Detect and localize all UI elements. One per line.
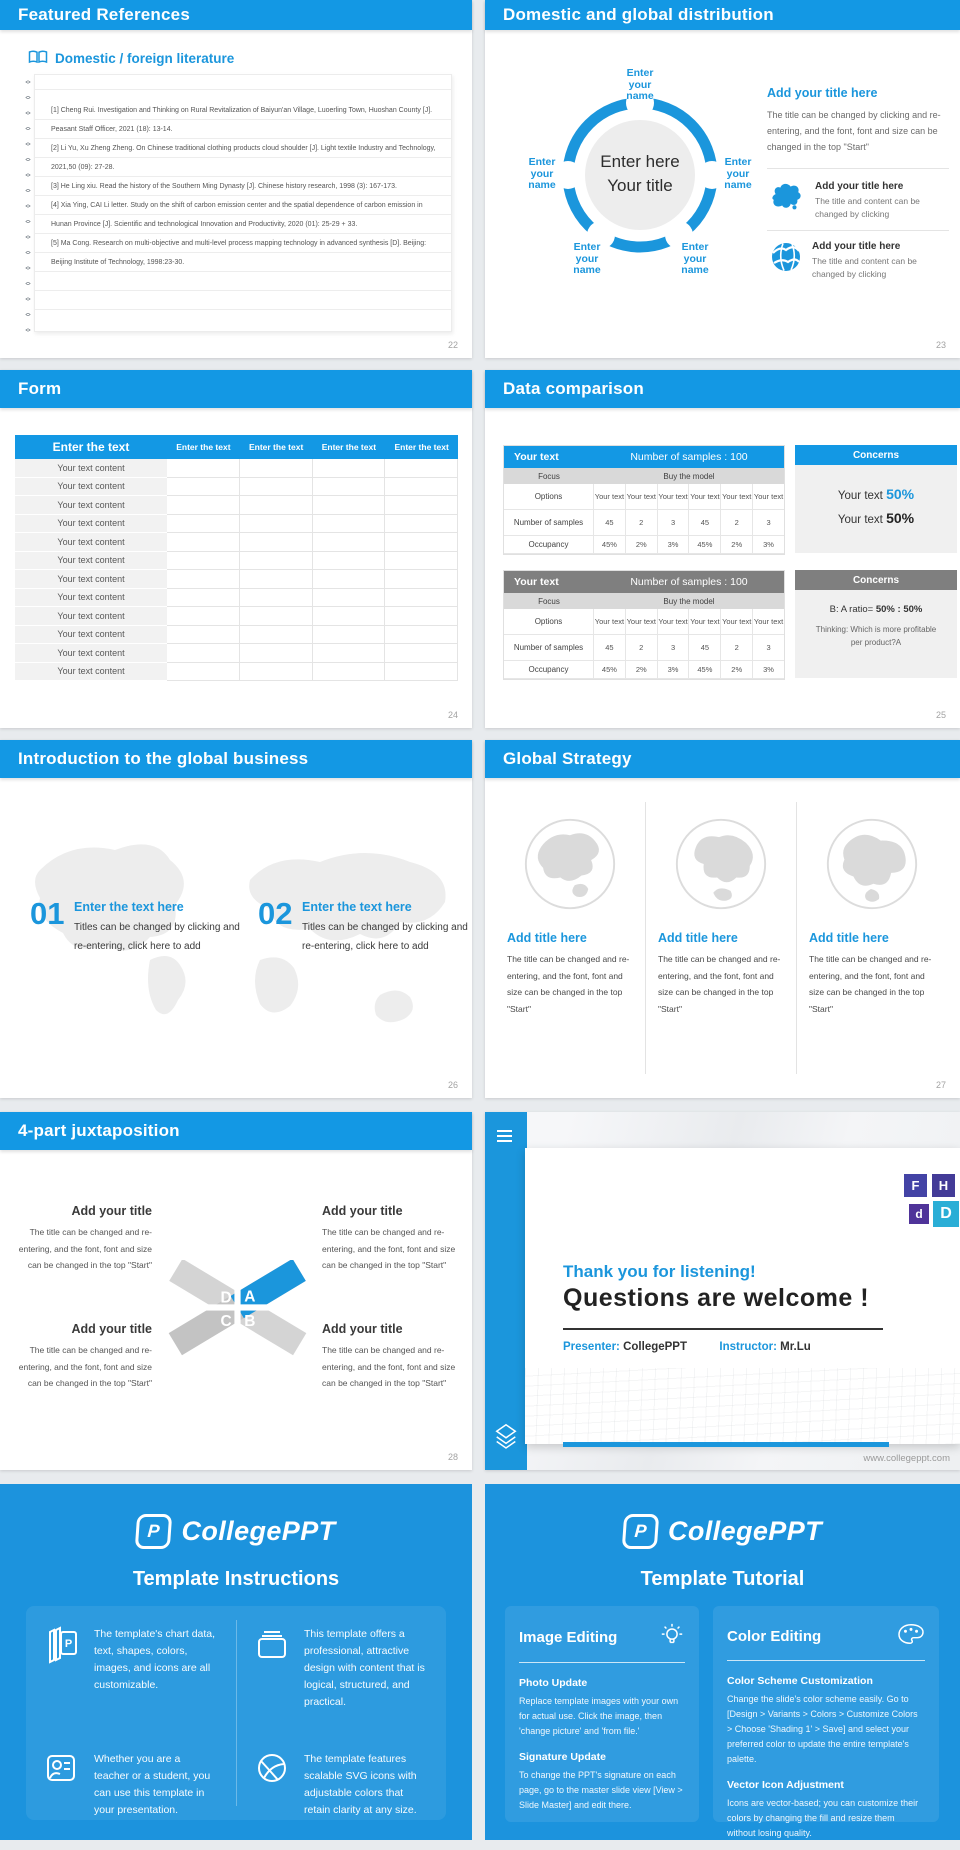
- column-header: Enter the text: [248, 442, 304, 452]
- concerns-title: Concerns: [795, 570, 957, 590]
- quadrant-heading: Add your title: [322, 1204, 403, 1218]
- quadrant-bottom-left: [18, 1322, 152, 1392]
- strategy-column: [645, 802, 796, 1074]
- instructor-label: Instructor:: [719, 1341, 777, 1353]
- diagram-center-label: Enter here Your title: [600, 152, 680, 195]
- quadrant-body: The title can be changed and re-entering, and the font, font and size can be changed in the top "Start": [18, 1345, 152, 1388]
- instruction-item: [236, 1731, 446, 1839]
- tutorial-section-title: Color Scheme Customization: [727, 1675, 873, 1687]
- presenter-label: Presenter:: [563, 1341, 620, 1353]
- credits-line: [563, 1341, 811, 1353]
- template-instructions-panel: [0, 1484, 472, 1840]
- ribbon-letter-b: B: [244, 1313, 256, 1331]
- brand-name: CollegePPT: [667, 1516, 823, 1546]
- numbered-item: [30, 898, 64, 929]
- bulb-icon: [659, 1622, 685, 1652]
- item-number: 02: [258, 896, 293, 931]
- slide-title: Introduction to the global business: [18, 749, 309, 768]
- panel-subtitle: Template Instructions: [132, 1568, 340, 1590]
- item-number: 01: [30, 896, 65, 931]
- instructions-card: [26, 1606, 446, 1820]
- diagram-node-label: Enter your name: [681, 241, 709, 276]
- brand-name: CollegePPT: [181, 1516, 336, 1546]
- china-map-icon: [767, 181, 805, 218]
- divider: [767, 230, 949, 231]
- slide-28-preview: [0, 1112, 472, 1470]
- side-item-body: The title and content can be changed by clicking: [815, 196, 920, 219]
- table-title: Your text: [514, 576, 559, 588]
- logo-tile-f: F: [904, 1174, 927, 1197]
- diagram-node-label: Enter your name: [724, 156, 752, 191]
- column-header: Enter the text: [394, 442, 449, 452]
- references-paper: [34, 74, 452, 332]
- strategy-columns: [495, 802, 947, 1074]
- layers-icon: [493, 1420, 519, 1450]
- strategy-column: [796, 802, 947, 1074]
- table-subtitle: Number of samples : 100: [630, 576, 748, 588]
- item-body: Titles can be changed by clicking and re-entering, click here to add: [302, 922, 468, 952]
- tutorial-card-image-editing: [505, 1606, 699, 1822]
- column-body: The title can be changed and re-entering, and the font, font and size can be changed in the top "Start": [507, 954, 630, 1014]
- logo-tile-d-large: D: [933, 1201, 959, 1227]
- strategy-column: [495, 802, 645, 1074]
- page-number: 27: [935, 1080, 946, 1090]
- brand-p-icon: P: [622, 1514, 659, 1549]
- table-row: Your text content: [15, 607, 458, 626]
- divider: [767, 168, 949, 169]
- menu-icon: [497, 1130, 512, 1142]
- page-number: 26: [447, 1080, 458, 1090]
- slide-title-bar: [0, 740, 472, 778]
- book-icon: [28, 50, 48, 67]
- side-body: The title can be changed by clicking and re-entering, and the font, font and size can be changed in the top "Start": [767, 110, 941, 152]
- slide-title-bar: [0, 1112, 472, 1150]
- slide-title: Featured References: [18, 5, 190, 24]
- diagram-node-label: Enter your name: [528, 156, 556, 191]
- tutorial-section-body: To change the PPT's signature on each page, go to the master slide view [View > Slide Master] and edit there.: [519, 1770, 683, 1810]
- item-heading: Enter the text here: [302, 900, 412, 914]
- panel-subtitle: Template Tutorial: [640, 1568, 805, 1590]
- reference-item: [3] He Ling xiu. Read the history of the Southern Ming Dynasty [J]. Chinese history research, 1998 (3): 167-173.: [51, 183, 397, 190]
- quadrant-body: The title can be changed and re-entering, and the font, font and size can be changed in the top "Start": [322, 1345, 456, 1388]
- slide-title-bar: [485, 740, 960, 778]
- globe-graphic: [809, 802, 935, 917]
- diagram-node-label: Enter your name: [626, 67, 654, 102]
- logo-tile-h: H: [932, 1174, 955, 1197]
- slide-26-preview: [0, 740, 472, 1098]
- slide-22-preview: [0, 0, 472, 358]
- svg-text:P: P: [64, 1638, 73, 1650]
- slide-thankyou-preview: [485, 1112, 960, 1470]
- slide-27-preview: [485, 740, 960, 1098]
- column-body: The title can be changed and re-entering, and the font, font and size can be changed in the top "Start": [658, 954, 781, 1014]
- card-rule: [727, 1660, 925, 1661]
- card-heading: Image Editing: [519, 1628, 618, 1646]
- instruction-text: Whether you are a teacher or a student, you can use this template in your presentation.: [94, 1753, 211, 1816]
- concerns-body: B: A ratio= 50% : 50% Thinking: Which is more profitable per product?A: [815, 604, 937, 647]
- circle-diagram: [510, 10, 770, 310]
- x-ribbon-graphic: [160, 1260, 315, 1357]
- quadrant-heading: Add your title: [71, 1204, 152, 1218]
- column-header: Enter the text: [176, 442, 231, 452]
- instruction-text: The template features scalable SVG icons with adjustable colors that retain clarity at any size.: [304, 1753, 417, 1816]
- data-table: Your text Number of samples : 100 Focus Buy the model Options Your text Your text Your text Your text Your text Your text Number of samples 45 2 3 45 2 3 Occupancy 45% 2% 3% 45% 2% 3%: [503, 570, 785, 680]
- section-heading-label: Domestic / foreign literature: [55, 51, 235, 66]
- page-number: 23: [935, 340, 946, 350]
- instruction-item: [26, 1606, 236, 1731]
- reference-item: [1] Cheng Rui. Investigation and Thinking on Rural Revitalization of Baiyun'an Village, Luoerling Town, Huoshan County [J]. Peasant Staff Officer, 2021 (18): 13-14.: [51, 107, 433, 133]
- instruction-text: The template's chart data, text, shapes, colors, images, and icons are all customizable.: [94, 1628, 216, 1691]
- numbered-item-text: [74, 900, 246, 956]
- side-item-title: Add your title here: [812, 241, 901, 252]
- page-number: 25: [935, 710, 946, 720]
- table-row: Your text content: [15, 459, 458, 478]
- brand-logo: [485, 1514, 960, 1549]
- ribbon-letter-d: D: [220, 1289, 232, 1307]
- presenter-name: CollegePPT: [623, 1341, 687, 1353]
- table-row: Your text content: [15, 589, 458, 608]
- item-body: Titles can be changed by clicking and re-entering, click here to add: [74, 922, 240, 952]
- quadrant-top-left: [18, 1204, 152, 1274]
- person-badge-icon: [44, 1751, 80, 1819]
- table-row: Your text content: [15, 496, 458, 515]
- column-header: Enter the text: [52, 440, 130, 454]
- column-heading: Add title here: [507, 931, 587, 945]
- numbered-item: [258, 898, 292, 929]
- table-title: Your text: [514, 451, 559, 463]
- diagram-node-label: Enter your name: [573, 241, 601, 276]
- mesh-decoration: [525, 1368, 960, 1444]
- concerns-box: [795, 570, 957, 678]
- tutorial-section-body: Change the slide's color scheme easily. Go to [Design > Variants > Colors > Customize Colors > Choose 'Shading 1' > Save] and select your preferred color to update the entire template's palette.: [727, 1694, 918, 1764]
- table-row: Your text content: [15, 478, 458, 497]
- table-row: Your text content: [15, 663, 458, 682]
- slide-title: Domestic and global distribution: [503, 5, 774, 24]
- concerns-title: Concerns: [795, 445, 957, 465]
- quadrant-heading: Add your title: [71, 1322, 152, 1336]
- card-heading: Color Editing: [727, 1627, 822, 1645]
- quadrant-bottom-right: [322, 1322, 458, 1392]
- tutorial-card-color-editing: [713, 1606, 939, 1838]
- side-item-title: Add your title here: [815, 181, 904, 192]
- slide-25-preview: [485, 370, 960, 728]
- logo-tile-d-small: d: [909, 1204, 929, 1224]
- quadrant-heading: Add your title: [322, 1322, 403, 1336]
- data-table: Your text Number of samples : 100 Focus Buy the model Options Your text Your text Your text Your text Your text Your text Number of samples 45 2 3 45 2 3 Occupancy 45% 2% 3% 45% 2% 3%: [503, 445, 785, 555]
- form-table-header: [15, 435, 458, 459]
- tutorial-section-body: Replace template images with your own for actual use. Click the image, then 'change picture' and 'from file.': [519, 1696, 679, 1736]
- column-heading: Add title here: [809, 931, 889, 945]
- thanks-line1: Thank you for listening!: [563, 1262, 756, 1281]
- table-subtitle: Number of samples : 100: [630, 451, 748, 463]
- table-row: Your text content: [15, 644, 458, 663]
- page-number: 24: [447, 710, 458, 720]
- ribbon-letter-a: A: [244, 1288, 256, 1306]
- table-row: Your text content: [15, 533, 458, 552]
- brand-p-icon: P: [135, 1514, 172, 1549]
- underline-rule: [563, 1328, 883, 1330]
- slide-title-bar: [0, 370, 472, 408]
- side-text-column: [767, 86, 949, 280]
- brand-logo: [0, 1514, 472, 1549]
- concerns-body: Your text 50% Your text 50%: [837, 486, 915, 526]
- globe-icon: [770, 241, 802, 278]
- tutorial-section-title: Signature Update: [519, 1751, 606, 1763]
- table-row: Your text content: [15, 515, 458, 534]
- tutorial-section-title: Photo Update: [519, 1677, 588, 1689]
- section-heading: [28, 50, 234, 67]
- column-body: The title can be changed and re-entering, and the font, font and size can be changed in the top "Start": [809, 954, 932, 1014]
- instructor-name: Mr.Lu: [780, 1341, 811, 1353]
- quadrant-body: The title can be changed and re-entering, and the font, font and size can be changed in the top "Start": [322, 1227, 456, 1270]
- concerns-box: [795, 445, 957, 553]
- slide-title: 4-part juxtaposition: [18, 1121, 180, 1140]
- ball-icon: [254, 1751, 290, 1819]
- slide-title: Data comparison: [503, 379, 644, 398]
- reference-item: [2] Li Yu, Xu Zheng Zheng. On Chinese traditional clothing products cloud shoulder [J]. Light textile Industry and Technology, 2021,50 (09): 27-28.: [51, 145, 436, 171]
- table-row: Your text content: [15, 626, 458, 645]
- box-icon: [254, 1626, 290, 1711]
- quadrant-body: The title can be changed and re-entering, and the font, font and size can be changed in the top "Start": [18, 1227, 152, 1270]
- instruction-item: [236, 1606, 446, 1731]
- palette-icon: [897, 1622, 925, 1650]
- pages-icon: [44, 1626, 80, 1711]
- column-header: Enter the text: [321, 442, 377, 452]
- slide-title: Form: [18, 379, 62, 398]
- side-item: [767, 181, 949, 220]
- page-number: 28: [447, 1452, 458, 1462]
- numbered-item-text: [302, 900, 470, 956]
- side-item: [767, 241, 949, 280]
- tutorial-section-body: Icons are vector-based; you can customize their colors by changing the fill and resize them without losing quality.: [727, 1798, 919, 1838]
- reference-item: [4] Xia Ying, CAI Li letter. Study on the shift of carbon emission center and the spatial dependence of carbon emission in Hunan Province [J]. Scientific and technological Innovation and Productivity, 2020 (01): 25-29 + 33.: [51, 202, 423, 228]
- instruction-text: This template offers a professional, attractive design with content that is logical, structured, and practical.: [304, 1628, 425, 1708]
- slide-24-preview: [0, 370, 472, 728]
- table-row: Your text content: [15, 552, 458, 571]
- website-url: www.collegeppt.com: [863, 1453, 950, 1464]
- slide-title-bar: [485, 370, 960, 408]
- template-tutorial-panel: [485, 1484, 960, 1840]
- slide-23-preview: [485, 0, 960, 358]
- slide-title-bar: [0, 0, 472, 30]
- ribbon-letter-c: C: [220, 1313, 232, 1331]
- footer-accent-bar: [563, 1442, 889, 1447]
- thanks-line2: Questions are welcome !: [563, 1284, 870, 1312]
- form-table: [15, 435, 458, 681]
- side-item-body: The title and content can be changed by clicking: [812, 256, 917, 279]
- card-divider: [236, 1620, 237, 1806]
- globe-graphic: [658, 802, 784, 917]
- slide-title: Global Strategy: [503, 749, 632, 768]
- side-accent-bar: [485, 1112, 527, 1470]
- instruction-item: [26, 1731, 236, 1839]
- globe-graphic: [507, 802, 633, 917]
- reference-item: [5] Ma Cong. Research on multi-objective and multi-level process mapping technology in advanced synthesis [D]. Beijing: Beijing Institute of Technology, 1998:23-30.: [51, 240, 427, 266]
- tutorial-section-title: Vector Icon Adjustment: [727, 1779, 844, 1791]
- side-title: Add your title here: [767, 86, 878, 100]
- column-heading: Add title here: [658, 931, 738, 945]
- item-heading: Enter the text here: [74, 900, 184, 914]
- card-rule: [519, 1662, 685, 1663]
- quadrant-top-right: [322, 1204, 458, 1274]
- page-number: 22: [447, 340, 458, 350]
- table-row: Your text content: [15, 570, 458, 589]
